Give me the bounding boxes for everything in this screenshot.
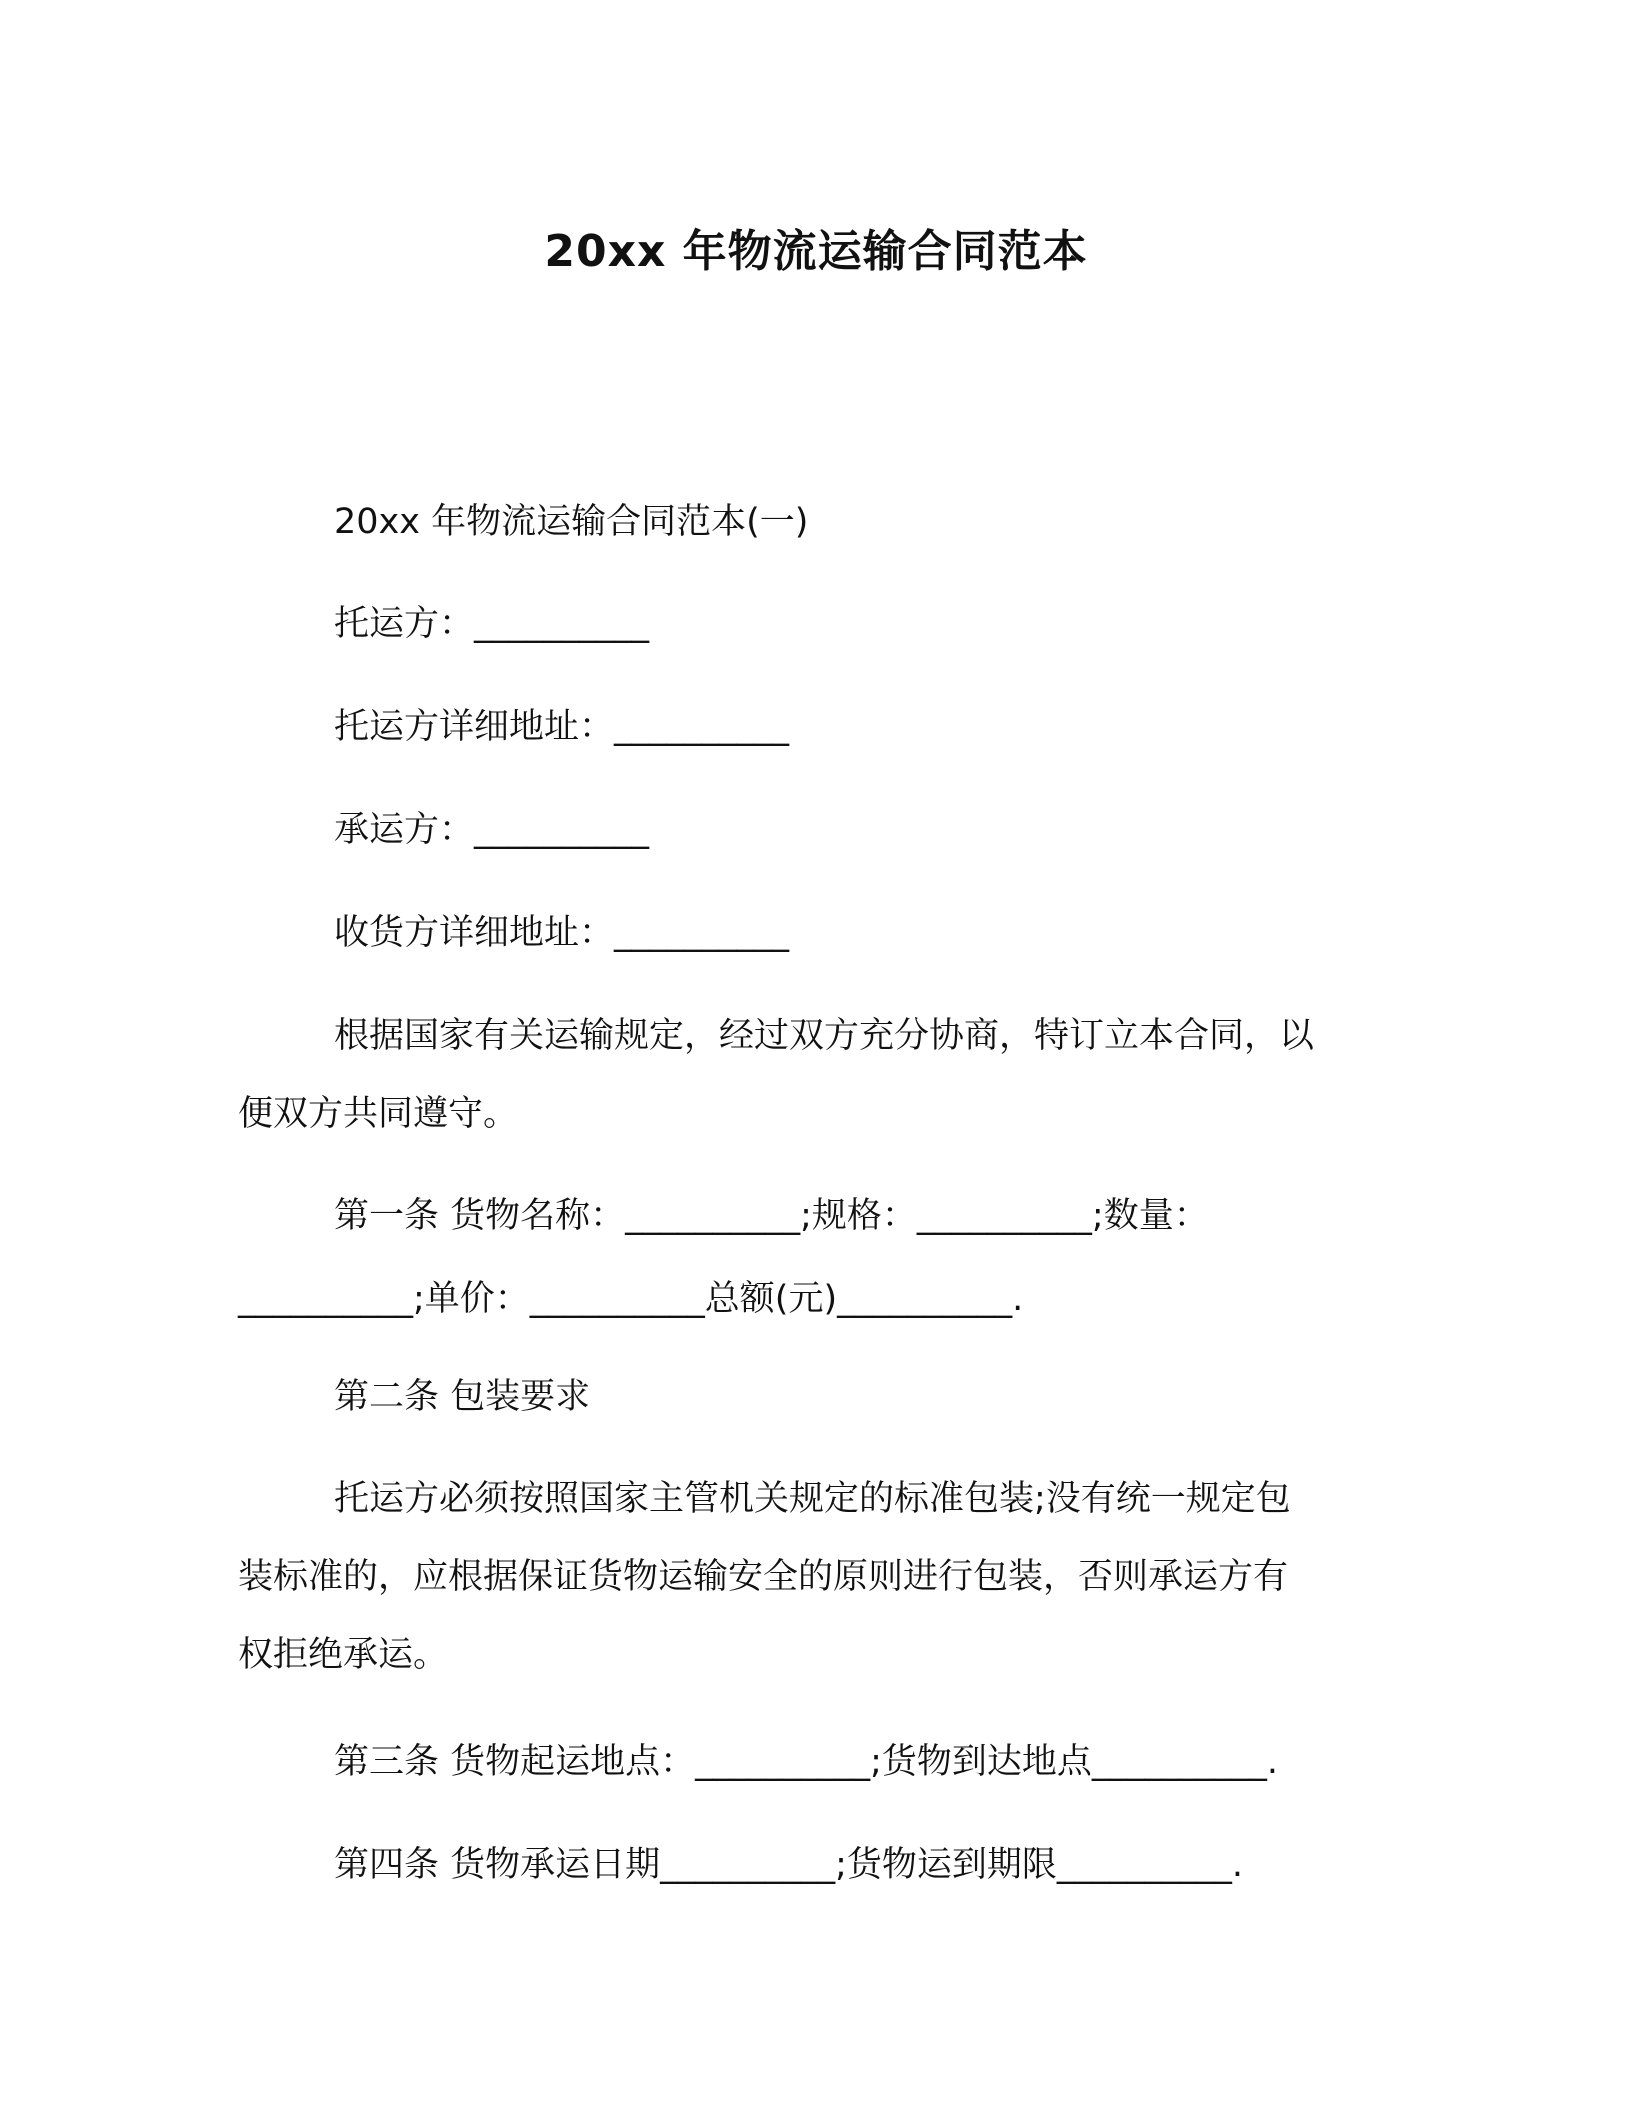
preamble-line-1: 根据国家有关运输规定，经过双方充分协商，特订立本合同，以 (334, 1016, 1315, 1056)
document-title: 20xx 年物流运输合同范本 (544, 226, 1088, 277)
article-2-line-2: 装标准的，应根据保证货物运输安全的原则进行包装，否则承运方有 (238, 1557, 1289, 1597)
article-1-line-2: __________;单价：__________总额(元)__________. (238, 1279, 1024, 1319)
shipper-address-line: 托运方详细地址：__________ (334, 707, 790, 747)
subtitle: 20xx 年物流运输合同范本(一) (334, 502, 809, 542)
shipper-line: 托运方：__________ (334, 604, 650, 644)
carrier-line: 承运方：__________ (334, 810, 650, 850)
article-2-heading: 第二条 包装要求 (334, 1377, 591, 1417)
consignee-address-line: 收货方详细地址：__________ (334, 913, 790, 953)
article-1-line-1: 第一条 货物名称：__________;规格：__________;数量： (334, 1196, 1209, 1236)
article-2-line-1: 托运方必须按照国家主管机关规定的标准包装;没有统一规定包 (334, 1479, 1291, 1519)
article-4-line: 第四条 货物承运日期__________;货物运到期限__________. (334, 1845, 1244, 1885)
article-2-line-3: 权拒绝承运。 (238, 1635, 449, 1675)
preamble-line-2: 便双方共同遵守。 (238, 1094, 519, 1134)
article-3-line: 第三条 货物起运地点：__________;货物到达地点__________. (334, 1742, 1279, 1782)
